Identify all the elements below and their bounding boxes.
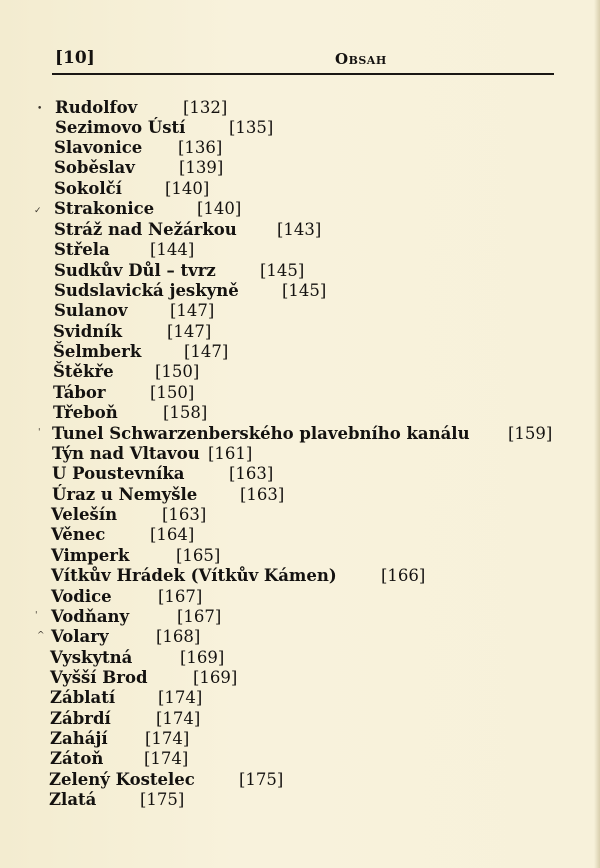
- toc-entry-page: [167]: [158, 587, 203, 606]
- toc-entry-name: Štěkře: [53, 362, 114, 381]
- toc-entry-page: [140]: [197, 199, 242, 218]
- toc-entry-name: Slavonice: [54, 138, 143, 157]
- toc-entry-name: Vodňany: [51, 607, 130, 626]
- pencil-tick-icon: ✓: [34, 206, 42, 216]
- pencil-tick-icon: ': [38, 428, 41, 438]
- toc-entry-page: [174]: [144, 749, 189, 768]
- toc-entry-page: [174]: [158, 688, 203, 707]
- toc-entry-page: [175]: [239, 770, 284, 789]
- toc-entry-page: [132]: [183, 98, 228, 117]
- toc-entry-page: [140]: [165, 179, 210, 198]
- toc-entry-page: [161]: [208, 444, 253, 463]
- toc-entry-page: [135]: [229, 118, 274, 137]
- toc-entry-name: Strakonice: [54, 199, 155, 218]
- toc-entry-name: Týn nad Vltavou: [52, 444, 200, 463]
- toc-entry-name: Sulanov: [54, 301, 128, 320]
- toc-entry-name: Záblatí: [50, 688, 116, 707]
- toc-entry-name: Tábor: [53, 383, 106, 402]
- toc-entry-page: [163]: [162, 505, 207, 524]
- toc-entry-page: [147]: [184, 342, 229, 361]
- toc-entry-name: Sudslavická jeskyně: [54, 281, 239, 300]
- toc-entry-name: Soběslav: [54, 158, 135, 177]
- toc-entry-name: Vítkův Hrádek (Vítkův Kámen): [51, 566, 337, 585]
- page-number: [10]: [55, 48, 95, 68]
- page-header: [52, 46, 554, 72]
- toc-entry-page: [144]: [150, 240, 195, 259]
- header-rule: [52, 73, 554, 75]
- toc-entry-name: Zahájí: [50, 729, 108, 748]
- toc-entry-page: [159]: [508, 424, 553, 443]
- pencil-tick-icon: ^: [37, 631, 45, 641]
- toc-entry-page: [175]: [140, 790, 185, 809]
- toc-entry-page: [145]: [282, 281, 327, 300]
- toc-entry-name: Šelmberk: [53, 342, 142, 361]
- toc-entry-name: Stráž nad Nežárkou: [54, 220, 237, 239]
- toc-entry-page: [174]: [145, 729, 190, 748]
- toc-entry-page: [143]: [277, 220, 322, 239]
- toc-entry-page: [169]: [180, 648, 225, 667]
- toc-entry-name: Vimperk: [51, 546, 130, 565]
- toc-entry-name: Zlatá: [49, 790, 97, 809]
- toc-entry-name: Třeboň: [53, 403, 118, 422]
- toc-entry-name: Úraz u Nemyšle: [52, 485, 198, 504]
- toc-entry-name: U Poustevníka: [52, 464, 185, 483]
- toc-entry-page: [147]: [170, 301, 215, 320]
- toc-entry-name: Volary: [51, 627, 109, 646]
- toc-entry-name: Tunel Schwarzenberského plavebního kanálu: [52, 424, 470, 443]
- toc-entry-page: [174]: [156, 709, 201, 728]
- toc-entry-page: [163]: [229, 464, 274, 483]
- toc-entry-page: [165]: [176, 546, 221, 565]
- toc-entry-page: [150]: [150, 383, 195, 402]
- toc-entry-name: Zátoň: [50, 749, 104, 768]
- toc-entry-name: Sudkův Důl – tvrz: [54, 261, 216, 280]
- pencil-tick-icon: •: [37, 104, 43, 114]
- toc-entry-name: Zábrdí: [50, 709, 111, 728]
- toc-entry-name: Vyskytná: [50, 648, 133, 667]
- toc-entry-name: Sezimovo Ústí: [55, 118, 186, 137]
- toc-entry-name: Sokolčí: [54, 179, 122, 198]
- toc-entry-page: [147]: [167, 322, 212, 341]
- toc-entry-page: [158]: [163, 403, 208, 422]
- toc-entry-name: Věnec: [51, 525, 106, 544]
- toc-entry-name: Vyšší Brod: [50, 668, 148, 687]
- page-edge-shadow: [594, 0, 600, 868]
- toc-entry-page: [167]: [177, 607, 222, 626]
- toc-entry-name: Rudolfov: [55, 98, 138, 117]
- toc-entry-page: [139]: [179, 158, 224, 177]
- toc-entry-page: [169]: [193, 668, 238, 687]
- toc-entry-name: Velešín: [51, 505, 118, 524]
- toc-entry-page: [168]: [156, 627, 201, 646]
- toc-entry-name: Vodice: [51, 587, 112, 606]
- toc-entry-page: [166]: [381, 566, 426, 585]
- toc-entry-page: [164]: [150, 525, 195, 544]
- pencil-tick-icon: ': [35, 611, 38, 621]
- toc-entry-name: Střela: [54, 240, 110, 259]
- toc-entry-name: Zelený Kostelec: [49, 770, 195, 789]
- toc-entry-page: [163]: [240, 485, 285, 504]
- page-title: Obsah: [335, 50, 387, 68]
- toc-entry-page: [136]: [178, 138, 223, 157]
- toc-entry-page: [145]: [260, 261, 305, 280]
- toc-entry-page: [150]: [155, 362, 200, 381]
- toc-entry-name: Svidník: [53, 322, 123, 341]
